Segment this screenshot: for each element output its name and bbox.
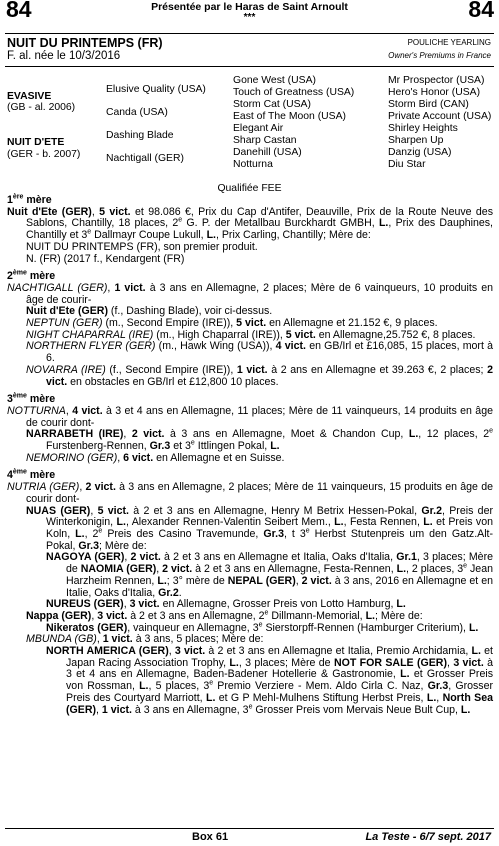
section-heading-4: 4ème mère [7,468,56,482]
pedigree-gen3: Danehill (USA) [233,147,302,158]
family-entry: NAGOYA (GER), 2 vict. à 2 et 3 ans en Allemagne et Italia, Oaks d'Italia, Gr.1, 3 places; Mère de NAOMIA (GER), 2 vict. à 2 et 3 ans en Allemagne, Festa-Rennen, L., 2 places, 3e Jean Harzheim Rennen, L.; 3° mère de NEPAL (GER), 2 vict. à 3 ans, 2016 en Allemagne et en Italie, Oaks d'Italia, Gr.2. [46,551,493,599]
family-entry: NIGHT CHAPARRAL (IRE) (m., High Chaparral (IRE)), 5 vict. en Allemagne,25.752 €, 8 places. [26,328,476,341]
section-heading-1: 1ère mère [7,193,52,206]
catalogue-header [0,0,499,30]
top-divider [5,33,494,34]
pedigree-gen4: Hero's Honor (USA) [388,87,481,98]
family-entry: NUTRIA (GER), 2 vict. à 3 ans en Allemagne, 2 places; Mère de 11 vainqueurs, 15 produits en âge de courir dont- [7,481,493,505]
family-entry: NORTHERN FLYER (GER) (m., Hawk Wing (USA)), 4 vict. en GB/Irl et £16,085, 15 places, mort à 6. [26,340,494,365]
family-entry: Nuit d'Ete (GER) (f., Dashing Blade), voir ci-dessus. [26,305,273,318]
pedigree-notes [7,195,493,716]
pedigree-gen3: Notturna [233,159,273,170]
dam-details: (GER - b. 2007) [7,149,81,160]
sire-details: (GB - al. 2006) [7,102,76,113]
dam-name: NUIT D'ETE [7,137,65,148]
family-entry: NEMORINO (GER), 6 vict. en Allemagne et en Suisse. [26,451,285,464]
pedigree-divider [5,66,494,67]
family-entry: NOVARRA (IRE) (f., Second Empire (IRE)), 1 vict. à 2 ans en Allemagne et 39.263 €, 2 places; 2 vict. en obstacles en GB/Irl et £12,800 10 places. [26,363,493,388]
lot-number-left: 84 [6,0,32,22]
family-entry: NEPTUN (GER) (m., Second Empire (IRE)), 5 vict. en Allemagne et 21.152 €, 9 places. [26,317,438,330]
lot-number-right: 84 [468,0,494,22]
qualification: Qualifiée FEE [217,183,282,194]
family-entry: NUAS (GER), 5 vict. à 2 et 3 ans en Allemagne, Henry M Betrix Hessen-Pokal, Gr.2, Preis der Winterkonigin, L., Alexander Rennen-Valentin Seibert Mem., L., Festa Rennen, L. et Preis von Koln, L., 2e Preis des Casino Travemunde, Gr.3, t 3e Herbst Stutenpreis um den Gatz.Alt-Pokal, Gr.3; Mère de: [26,504,494,552]
premiums-note: Owner's Premiums in France [388,51,491,60]
pedigree-gen4: Storm Bird (CAN) [388,99,469,110]
pedigree-gen4: Sharpen Up [388,135,444,146]
pedigree-gen4: Danzig (USA) [388,147,452,158]
sire-name: EVASIVE [7,91,52,102]
family-entry: NACHTIGALL (GER), 1 vict. à 3 ans en Allemagne, 2 places; Mère de 6 vainqueurs, 10 produits en âge de courir- [7,281,494,306]
sex-category: POULICHE YEARLING [407,38,491,47]
box-number: Box 61 [192,831,229,843]
pedigree-gen2: Dashing Blade [106,130,174,141]
pedigree-gen3: Elegant Air [233,123,284,134]
pedigree-gen3: Touch of Greatness (USA) [233,87,355,98]
family-entry: NORTH AMERICA (GER), 3 vict. à 2 et 3 ans en Allemagne et Italia, Premio Archidamia, L. et Japan Racing Association Trophy, L., 3 places; Mère de NOT FOR SALE (GER), 3 vict. à 3 et 4 ans en Allemagne, Baden-Badener Hotellerie & Gastronomie, L. et Grosser Preis von Rossman, L., 5 places, 3e Premio Verziere - Mem. Aldo Cirla C. Naz, Gr.3, Grosser Preis des Courtyard Marriott, L. et G P Mehl-Mulhens Stiftung Herbst Preis, L., North Sea (GER), 1 vict. à 3 ans en Allemagne, 3e Grosser Preis vom Mervais Neue Bult Cup, L. [46,645,494,716]
family-entry: NARRABETH (IRE), 2 vict. à 3 ans en Allemagne, Moet & Chandon Cup, L., 12 places, 2e Furstenberg-Rennen, Gr.3 et 3e Ittlingen Pokal, L. [26,427,493,453]
pedigree-gen2: Canda (USA) [106,107,168,118]
pedigree-gen3: Storm Cat (USA) [233,99,311,110]
pedigree-gen3: East of The Moon (USA) [233,111,346,122]
pedigree-gen4: Diu Star [388,159,426,170]
horse-details: F. al. née le 10/3/2016 [7,50,121,62]
pedigree-gen3: Sharp Castan [233,135,297,146]
pedigree-gen2: Elusive Quality (USA) [106,84,206,95]
family-entry: Nikeratos (GER), vainqueur en Allemagne, 3e Sierstorpff-Rennen (Hamburger Criterium), L. [46,621,479,634]
family-entry: Nappa (GER), 3 vict. à 2 et 3 ans en Allemagne, 2e Dillmann-Memorial, L.; Mère de: [26,609,423,622]
family-entry: NUIT DU PRINTEMPS (FR), son premier produit. [26,240,258,253]
family-entry: Nuit d'Ete (GER), 5 vict. et 98.086 €, Prix du Cap d'Antifer, Deauville, Prix de la Route Neuve des Sablons, Chantilly, 18 places, 2e G. P. der Metallbau Burckhardt GMBH, L., Prix des Dauphines, Chantilly et 3e Dallmayr Coupe Lukull, L., Prix Carling, Chantilly; Mère de: [7,205,493,242]
family-entry: MBUNDA (GB), 1 vict. à 3 ans, 5 places; Mère de: [26,633,264,646]
bottom-divider [5,828,494,829]
stars: *** [243,12,256,23]
presented-by: Présentée par le Haras de Saint Arnoult [151,1,348,13]
pedigree-gen3: Gone West (USA) [233,75,316,86]
section-heading-3: 3ème mère [7,392,56,406]
family-entry: NOTTURNA, 4 vict. à 3 et 4 ans en Allemagne, 11 places; Mère de 11 vainqueurs, 14 produits en âge de courir dont- [7,404,493,429]
section-heading-2: 2ème mère [7,269,56,283]
family-entry: N. (FR) (2017 f., Kendargent (FR) [26,252,185,265]
sale-venue-date: La Teste - 6/7 sept. 2017 [365,831,491,843]
pedigree-gen2: Nachtigall (GER) [106,153,184,164]
family-entry: NUREUS (GER), 3 vict. en Allemagne, Grosser Preis von Lotto Hamburg, L. [46,598,406,611]
pedigree-gen4: Shirley Heights [388,123,458,134]
pedigree-gen4: Mr Prospector (USA) [388,75,485,86]
horse-name: NUIT DU PRINTEMPS (FR) [7,36,163,50]
pedigree-gen4: Private Account (USA) [388,111,492,122]
